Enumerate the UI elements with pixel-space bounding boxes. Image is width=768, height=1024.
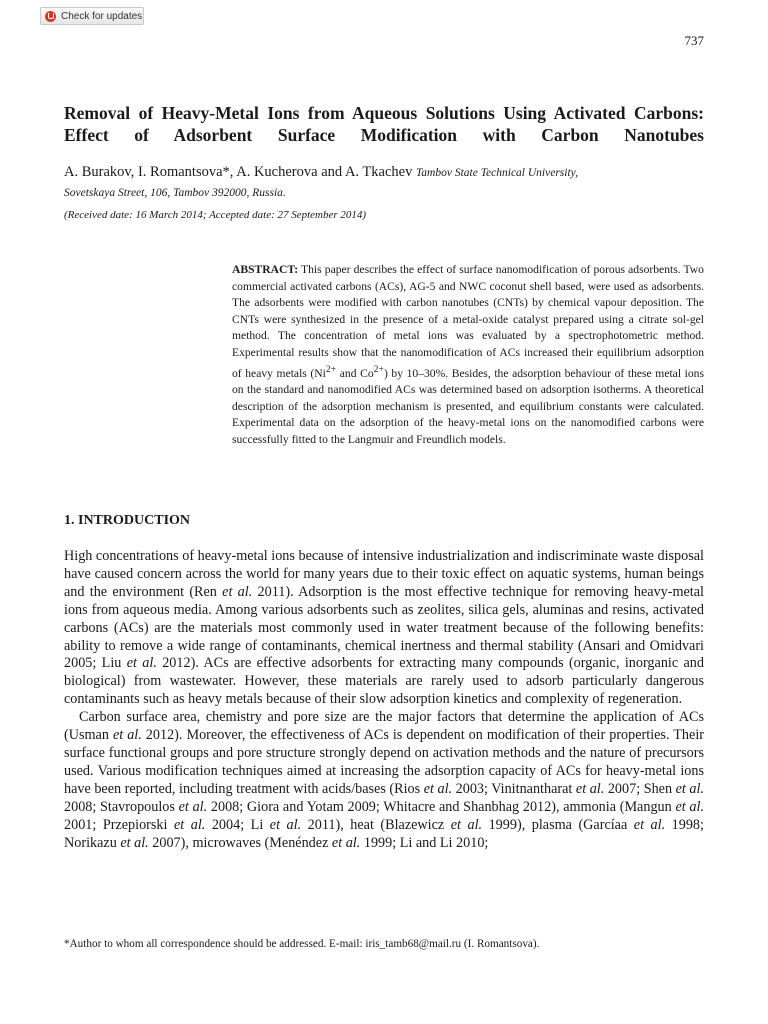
page-number: 737	[684, 33, 704, 48]
author-names: A. Burakov, I. Romantsova*, A. Kucherova and A. Tkachev	[64, 164, 413, 180]
text-run: 2012). ACs are effective adsorbents for extracting many compounds (organic, inorganic and biological) from wastewater. However, these materials are rarely used to adsorb particularly dangerous contaminants such as heavy metals because of their slow adsorption kinetics and complexity of regeneration.	[64, 655, 704, 708]
text-run: 2007; Shen	[604, 780, 676, 797]
text-run: 2008; Giora and Yotam 2009; Whitacre and Shanbhag 2012), ammonia (Mangun	[207, 798, 676, 815]
text-run: 2012). Moreover, the effectiveness of ACs is dependent on modification of their properties. Their surface functional groups and pore structure strongly depend on activation methods and the nature of precursors used. Various modification techniques aimed at increasing the adsorption capacity of ACs for heavy-metal ions have been reported, including treatment with acids/bases (Rios	[64, 727, 704, 797]
et-al: et al.	[675, 780, 704, 797]
et-al: et al.	[178, 798, 208, 815]
superscript: 2+	[373, 363, 384, 375]
text-run: 2001; Przepiorski	[64, 816, 174, 833]
text-run: 2011), heat (Blazewicz	[301, 816, 451, 833]
bookmark-icon	[45, 11, 56, 22]
et-al: et al.	[450, 816, 483, 833]
text-run: Carbon surface area, chemistry and pore size are the major factors that determine the application of ACs (Usman	[64, 709, 704, 744]
text-run: 2007), microwaves (Menéndez	[148, 834, 332, 851]
paragraph	[64, 709, 704, 852]
text-run: 1999), plasma (Garcíaa	[482, 816, 634, 833]
text-run: 2008; Stavropoulos	[64, 798, 179, 815]
section-heading: 1. INTRODUCTION	[64, 513, 191, 528]
et-al: et al.	[222, 583, 253, 600]
abstract-label: ABSTRACT:	[232, 263, 299, 276]
abstract-text: ) by 10–30%. Besides, the adsorption behaviour of these metal ions on the standard and nanomodified ACs was determined based on adsorption isotherms. A theoretical description of the adsorption mechanism is presented, and equilibrium constants were calculated. Experimental data on the adsorption of the heavy-metal ions on the nanomodified carbons were successfully fitted to the Langmuir and Freundlich models.	[232, 366, 704, 446]
footnote: *Author to whom all correspondence should be addressed. E-mail: iris_tamb68@mail.ru (I. Romantsova).	[64, 938, 540, 950]
abstract	[232, 262, 704, 448]
received-accepted-dates: (Received date: 16 March 2014; Accepted date: 27 September 2014)	[64, 209, 367, 221]
text-run: 2003; Vinitnantharat	[452, 780, 576, 797]
check-for-updates-button[interactable]	[40, 7, 144, 25]
text-run: High concentrations of heavy-metal ions because of intensive industrialization and indiscriminate waste disposal have caused concern across the world for many years due to their toxic effect on aquatic systems, human beings and the environment (Ren	[64, 548, 704, 600]
et-al: et al.	[423, 780, 453, 797]
et-al: et al.	[633, 816, 666, 833]
et-al: et al.	[269, 816, 302, 833]
author-line	[64, 162, 704, 202]
body-text	[64, 548, 704, 852]
et-al: et al.	[675, 798, 704, 815]
et-al: et al.	[126, 655, 157, 672]
abstract-text: and Co	[336, 366, 374, 380]
et-al: et al.	[120, 834, 149, 851]
et-al: et al.	[575, 780, 605, 797]
check-for-updates-label: Check for updates	[61, 10, 143, 22]
abstract-text: This paper describes the effect of surface nanomodification of porous adsorbents. Two commercial activated carbons (ACs), AG-5 and NWC coconut shell based, were used as adsorbents. The adsorbents were modified with carbon nanotubes (CNTs) by chemical vapour deposition. The CNTs were synthesized in the presence of a metal-oxide catalyst prepared using a citrate sol-gel method. The concentration of metal ions was evaluated by a spectrophotometric method. Experimental results show that the nanomodification of ACs increased their equilibrium adsorption of heavy metals (Ni	[232, 263, 704, 380]
text-run: 2004; Li	[205, 816, 270, 833]
affiliation: Tambov State Technical University,	[415, 167, 579, 179]
et-al: et al.	[112, 727, 142, 744]
article-title: Removal of Heavy-Metal Ions from Aqueous Solutions Using Activated Carbons: Effect of Adsorbent Surface Modification with Carbon Nanotubes	[64, 103, 704, 145]
paragraph	[64, 548, 704, 709]
text-run: 1999; Li and Li 2010;	[360, 834, 489, 851]
et-al: et al.	[173, 816, 206, 833]
text-run: 2011). Adsorption is the most effective technique for removing heavy-metal ions from aqueous media. Among various adsorbents such as zeolites, silica gels, aluminas and resins, activated carbons (ACs) are the materials most commonly used in water treatment because of the following benefits: ability to remove a wide range of contaminants, chemical inertness and thermal stability (Ansari and Omidvari 2005; Liu	[64, 583, 704, 672]
et-al: et al.	[331, 834, 361, 851]
text-run: 1998; Norikazu	[64, 816, 704, 851]
affiliation-address: Sovetskaya Street, 106, Tambov 392000, Russia.	[64, 187, 286, 199]
superscript: 2+	[325, 363, 337, 375]
